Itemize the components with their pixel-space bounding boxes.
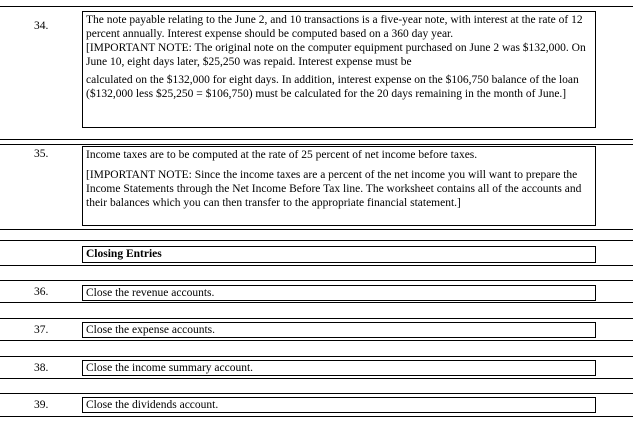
row-divider <box>0 340 633 341</box>
instruction-box-35 <box>82 146 596 226</box>
paragraph: [IMPORTANT NOTE: Since the income taxes are a percent of the net income you will want to prepare the Income Statements through the Net Income Before Tax line. The worksheet contains all of the accounts and their balances which you can then transfer to the appropriate financial statement.] <box>86 169 582 209</box>
row-divider <box>0 378 633 379</box>
row-divider <box>0 240 633 241</box>
row-number: 36. <box>34 286 49 298</box>
row-divider <box>0 144 633 145</box>
row-divider <box>0 302 633 303</box>
closing-entry-39: Close the dividends account. <box>82 397 596 413</box>
row-divider <box>0 229 633 230</box>
row-number: 35. <box>34 148 49 160</box>
row-divider <box>0 318 633 319</box>
row-divider <box>0 356 633 357</box>
paragraph: [IMPORTANT NOTE: The original note on the computer equipment purchased on June 2 was $132,000. On June 10, eight days later, $25,250 was repaid. Interest expense must be <box>86 42 586 68</box>
paragraph: The note payable relating to the June 2, and 10 transactions is a five-year note, with interest at the rate of 12 percent annually. Interest expense should be computed based on a 360 day year. <box>86 14 583 40</box>
row-divider <box>0 6 633 7</box>
paragraph: Income taxes are to be computed at the rate of 25 percent of net income before taxes. <box>86 149 478 161</box>
closing-entry-36: Close the revenue accounts. <box>82 285 596 301</box>
section-heading: Closing Entries <box>82 246 596 263</box>
row-divider <box>0 265 633 266</box>
row-number: 37. <box>34 324 49 336</box>
row-number: 39. <box>34 399 49 411</box>
row-divider <box>0 139 633 140</box>
closing-entry-38: Close the income summary account. <box>82 360 596 376</box>
closing-entry-37: Close the expense accounts. <box>82 322 596 338</box>
row-number: 34. <box>34 20 49 32</box>
instruction-box-34 <box>82 11 596 128</box>
row-divider <box>0 280 633 281</box>
row-divider <box>0 393 633 394</box>
paragraph: calculated on the $132,000 for eight days. In addition, interest expense on the $106,750 balance of the loan ($132,000 less $25,250 = $106,750) must be calculated for the 20 days remaining in the month of June.] <box>86 74 579 100</box>
row-divider <box>0 416 633 417</box>
row-number: 38. <box>34 362 49 374</box>
